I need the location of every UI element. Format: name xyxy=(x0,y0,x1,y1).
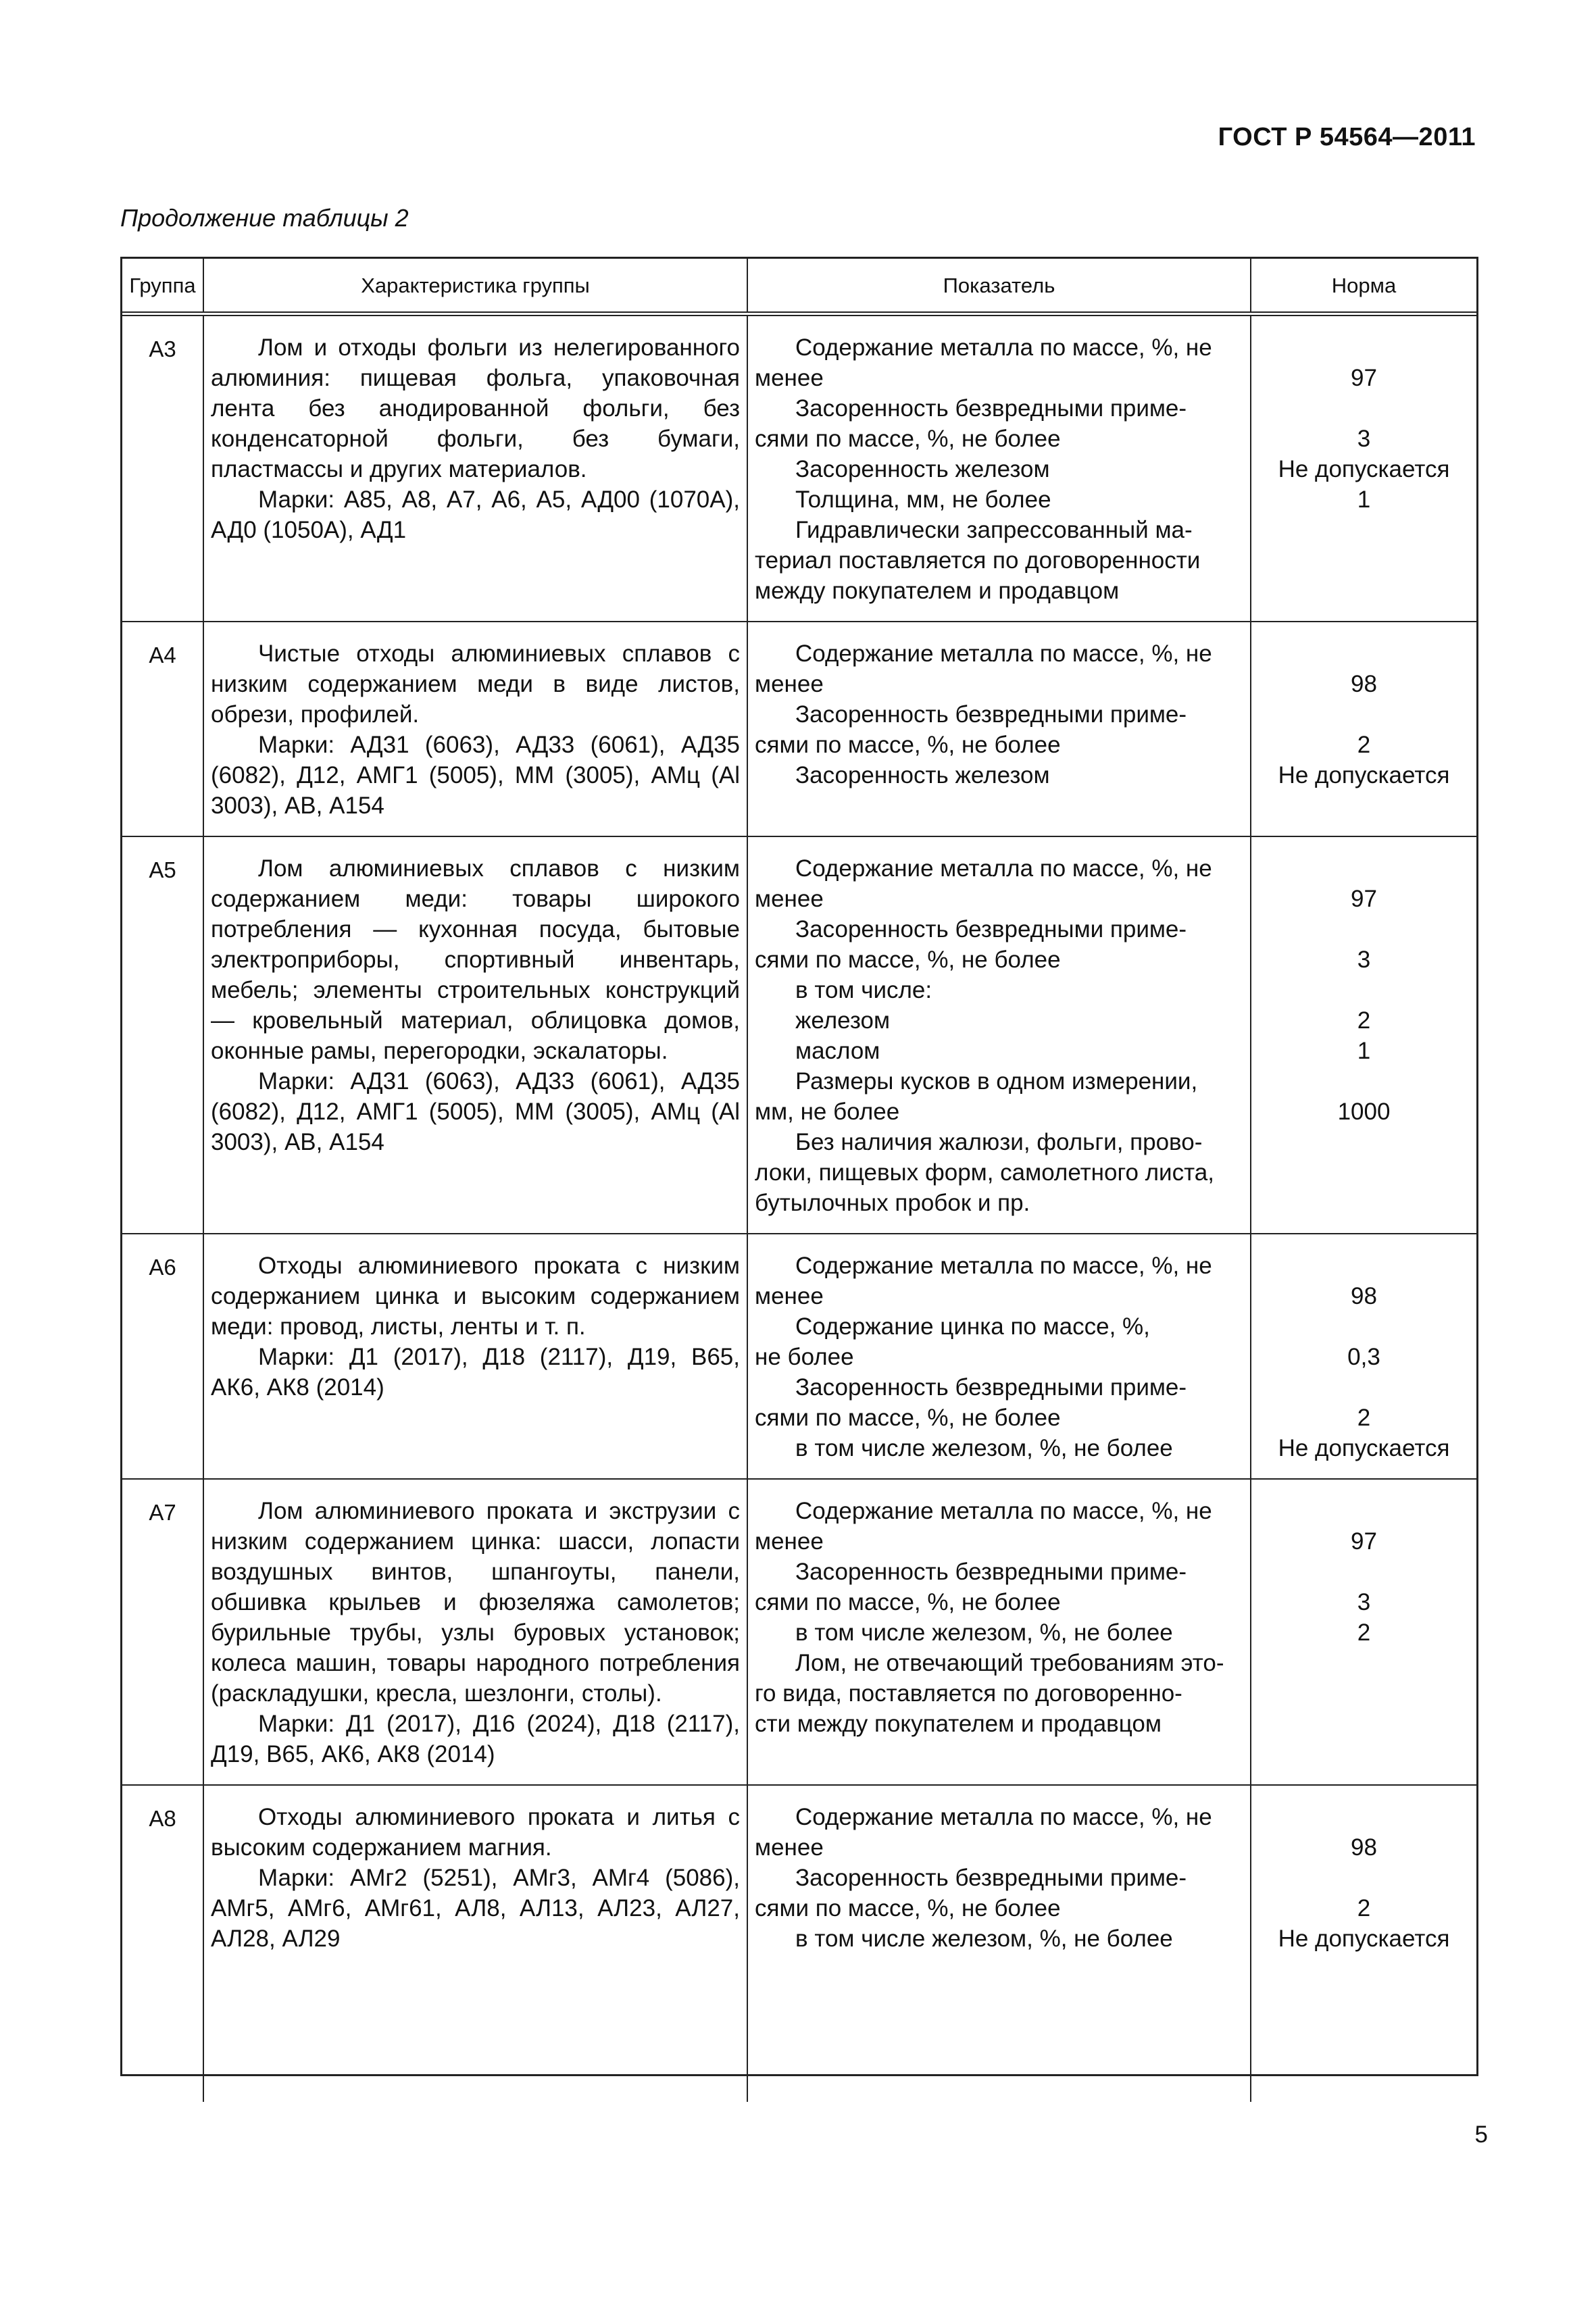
indicator-line: Содержание металла по массе, %, не xyxy=(795,855,1212,882)
indicator-line: го вида, поставляется по договоренно- xyxy=(755,1680,1182,1707)
norm-value xyxy=(1258,1251,1470,1281)
indicator-line: локи, пищевых форм, самолетного листа, xyxy=(755,1159,1214,1186)
table-row xyxy=(122,622,1476,836)
indicator-cell xyxy=(747,1234,1251,1479)
characteristic-cell xyxy=(203,1479,747,1785)
norm-value: 2 xyxy=(1357,1895,1371,1921)
indicator-line: маслом xyxy=(795,1038,880,1064)
characteristic-cell xyxy=(203,314,747,622)
indicator-cell xyxy=(747,1479,1251,1785)
column-header-characteristic: Характеристика группы xyxy=(203,259,747,314)
indicator-line: менее xyxy=(755,886,824,912)
norm-value: Не допускается xyxy=(1278,456,1450,482)
group-cell: А8 xyxy=(122,1785,203,2102)
characteristic-cell xyxy=(203,836,747,1234)
indicator-line: Толщина, мм, не более xyxy=(795,486,1051,513)
indicator-line: Содержание металла по массе, %, не xyxy=(795,1253,1212,1279)
indicator-line: сями по массе, %, не более xyxy=(755,1405,1061,1431)
indicator-line: Размеры кусков в одном измерении, xyxy=(795,1068,1198,1095)
indicator-line: Засоренность безвредными приме- xyxy=(795,916,1187,942)
characteristic-cell xyxy=(203,1234,747,1479)
indicator-cell xyxy=(747,1785,1251,2102)
indicator-line: в том числе железом, %, не более xyxy=(795,1926,1173,1952)
indicator-line: в том числе: xyxy=(795,977,932,1003)
norm-value: 3 xyxy=(1357,947,1371,973)
norm-value xyxy=(1258,1496,1470,1526)
characteristic-paragraph: Отходы алюминиевого проката и литья с высоким содержанием магния. xyxy=(211,1804,740,1861)
group-cell: А3 xyxy=(122,314,203,622)
column-header-group: Группа xyxy=(122,259,203,314)
norm-value: Не допускается xyxy=(1278,762,1450,788)
column-header-indicator: Показатель xyxy=(747,259,1251,314)
indicator-line: мм, не более xyxy=(755,1099,900,1125)
table-header-row xyxy=(122,259,1476,314)
norm-value xyxy=(1258,1157,1470,1188)
norm-cell xyxy=(1251,314,1476,622)
norm-value: 97 xyxy=(1351,886,1377,912)
characteristic-paragraph: Марки: АМг2 (5251), АМг3, АМг4 (5086), АМг5, АМг6, АМг61, АЛ8, АЛ13, АЛ23, АЛ27, АЛ28, АЛ29 xyxy=(211,1865,740,1952)
norm-value xyxy=(1258,1311,1470,1342)
indicator-line: Засоренность безвредными приме- xyxy=(795,701,1187,728)
characteristic-paragraph: Марки: АД31 (6063), АД33 (6061), АД35 (6082), Д12, АМГ1 (5005), ММ (3005), АМц (Al 3003), АВ, А154 xyxy=(211,1068,740,1155)
norm-value xyxy=(1258,975,1470,1005)
indicator-cell xyxy=(747,622,1251,836)
indicator-line: Без наличия жалюзи, фольги, прово- xyxy=(795,1129,1203,1155)
indicator-line: Лом, не отвечающий требованиям это- xyxy=(795,1650,1224,1676)
norm-value: 1 xyxy=(1357,486,1371,513)
indicator-line: Засоренность безвредными приме- xyxy=(795,1865,1187,1891)
characteristic-cell xyxy=(203,622,747,836)
indicator-line: сями по массе, %, не более xyxy=(755,426,1061,452)
table-row xyxy=(122,836,1476,1234)
indicator-line: железом xyxy=(795,1007,891,1034)
norm-value: 2 xyxy=(1357,1007,1371,1034)
indicator-line: Засоренность железом xyxy=(795,456,1050,482)
norm-value: 97 xyxy=(1351,365,1377,391)
characteristic-paragraph: Отходы алюминиевого проката с низким содержанием цинка и высоким содержанием меди: провод, листы, ленты и т. п. xyxy=(211,1253,740,1340)
indicator-line: Засоренность безвредными приме- xyxy=(795,1559,1187,1585)
norm-value xyxy=(1258,393,1470,424)
norm-value xyxy=(1258,332,1470,363)
indicator-line: Содержание металла по массе, %, не xyxy=(795,334,1212,361)
indicator-line: сями по массе, %, не более xyxy=(755,947,1061,973)
norm-value xyxy=(1258,1863,1470,1893)
norm-value xyxy=(1258,1709,1470,1739)
indicator-line: не более xyxy=(755,1344,854,1370)
norm-cell xyxy=(1251,1479,1476,1785)
indicator-line: Содержание металла по массе, %, не xyxy=(795,1498,1212,1524)
norm-value xyxy=(1258,853,1470,884)
group-cell: А4 xyxy=(122,622,203,836)
table-caption: Продолжение таблицы 2 xyxy=(120,204,409,232)
norm-cell xyxy=(1251,622,1476,836)
indicator-line: менее xyxy=(755,1834,824,1861)
characteristic-paragraph: Марки: А85, А8, А7, А6, А5, АД00 (1070А), АД0 (1050А), АД1 xyxy=(211,486,740,543)
table-body xyxy=(122,314,1476,2103)
norm-value: 1000 xyxy=(1337,1099,1391,1125)
norm-value: 97 xyxy=(1351,1528,1377,1555)
norm-value: 98 xyxy=(1351,671,1377,697)
characteristic-paragraph: Чистые отходы алюминиевых сплавов с низким содержанием меди в виде листов, обрези, профилей. xyxy=(211,640,740,728)
norm-cell xyxy=(1251,1785,1476,2102)
norm-value xyxy=(1258,1066,1470,1097)
characteristic-paragraph: Лом алюминиевого проката и экструзии с низким содержанием цинка: шасси, лопасти воздушных винтов, шпангоуты, панели, обшивка крыльев и фюзеляжа самолетов; бурильные трубы, узлы буровых установок; колеса машин, товары народного потребления (раскладушки, кресла, шезлонги, столы). xyxy=(211,1498,740,1707)
norm-value: Не допускается xyxy=(1278,1926,1450,1952)
characteristic-paragraph: Лом алюминиевых сплавов с низким содержанием меди: товары широкого потребления — кухонная посуда, бытовые электроприборы, спортивный инвентарь, мебель; элементы строительных конструкций — кровельный материал, облицовка домов, оконные рамы, перегородки, эскалаторы. xyxy=(211,855,740,1064)
norm-value xyxy=(1258,699,1470,730)
group-cell: А6 xyxy=(122,1234,203,1479)
norm-value: 2 xyxy=(1357,1619,1371,1646)
group-cell: А7 xyxy=(122,1479,203,1785)
norm-value xyxy=(1258,914,1470,945)
indicator-line: Содержание цинка по массе, %, xyxy=(795,1313,1150,1340)
indicator-line: в том числе железом, %, не более xyxy=(795,1435,1173,1461)
characteristic-cell xyxy=(203,1785,747,2102)
norm-value: 1 xyxy=(1357,1038,1371,1064)
norm-value xyxy=(1258,1802,1470,1832)
document-header: ГОСТ Р 54564—2011 xyxy=(1218,123,1476,151)
norm-value: 3 xyxy=(1357,426,1371,452)
norm-value xyxy=(1258,576,1470,606)
characteristic-paragraph: Марки: Д1 (2017), Д18 (2117), Д19, В65, АК6, АК8 (2014) xyxy=(211,1344,740,1401)
norm-value: 0,3 xyxy=(1347,1344,1380,1370)
norms-table xyxy=(120,257,1478,2076)
norm-value xyxy=(1258,638,1470,669)
indicator-cell xyxy=(747,314,1251,622)
indicator-line: сями по массе, %, не более xyxy=(755,732,1061,758)
norm-value xyxy=(1258,1188,1470,1218)
indicator-line: Засоренность безвредными приме- xyxy=(795,1374,1187,1401)
indicator-line: териал поставляется по договоренности xyxy=(755,547,1201,574)
table-row xyxy=(122,1785,1476,2102)
indicator-line: сти между покупателем и продавцом xyxy=(755,1711,1162,1737)
table-row xyxy=(122,314,1476,622)
characteristic-paragraph: Марки: Д1 (2017), Д16 (2024), Д18 (2117), Д19, В65, АК6, АК8 (2014) xyxy=(211,1711,740,1767)
table-row xyxy=(122,1479,1476,1785)
characteristic-paragraph: Лом и отходы фольги из нелегированного алюминия: пищевая фольга, упаковочная лента без анодированной фольги, без конденсаторной фольги, без бумаги, пластмассы и других материалов. xyxy=(211,334,740,482)
indicator-line: в том числе железом, %, не более xyxy=(795,1619,1173,1646)
indicator-line: Содержание металла по массе, %, не xyxy=(795,1804,1212,1830)
norm-cell xyxy=(1251,1234,1476,1479)
norm-value xyxy=(1258,1557,1470,1587)
group-cell: А5 xyxy=(122,836,203,1234)
indicator-line: бутылочных пробок и пр. xyxy=(755,1190,1030,1216)
indicator-line: Содержание металла по массе, %, не xyxy=(795,640,1212,667)
indicator-line: менее xyxy=(755,671,824,697)
norm-value xyxy=(1258,1372,1470,1403)
indicator-line: менее xyxy=(755,1283,824,1309)
indicator-cell xyxy=(747,836,1251,1234)
characteristic-paragraph: Марки: АД31 (6063), АД33 (6061), АД35 (6082), Д12, АМГ1 (5005), ММ (3005), АМц (Al 3003), АВ, А154 xyxy=(211,732,740,819)
page-number: 5 xyxy=(1474,2121,1488,2148)
norm-value: 2 xyxy=(1357,1405,1371,1431)
norm-value: Не допускается xyxy=(1278,1435,1450,1461)
norm-value: 2 xyxy=(1357,732,1371,758)
indicator-line: менее xyxy=(755,365,824,391)
norm-value: 98 xyxy=(1351,1283,1377,1309)
indicator-line: менее xyxy=(755,1528,824,1555)
column-header-norm: Норма xyxy=(1251,259,1476,314)
norm-value xyxy=(1258,1648,1470,1678)
indicator-line: сями по массе, %, не более xyxy=(755,1895,1061,1921)
norm-cell xyxy=(1251,836,1476,1234)
norm-value xyxy=(1258,545,1470,576)
indicator-line: Гидравлически запрессованный ма- xyxy=(795,517,1193,543)
indicator-line: сями по массе, %, не более xyxy=(755,1589,1061,1615)
indicator-line: Засоренность безвредными приме- xyxy=(795,395,1187,422)
indicator-line: Засоренность железом xyxy=(795,762,1050,788)
norm-value: 98 xyxy=(1351,1834,1377,1861)
norm-value: 3 xyxy=(1357,1589,1371,1615)
norm-value xyxy=(1258,1127,1470,1157)
indicator-line: между покупателем и продавцом xyxy=(755,578,1120,604)
norm-value xyxy=(1258,515,1470,545)
table-row xyxy=(122,1234,1476,1479)
norm-value xyxy=(1258,1678,1470,1709)
